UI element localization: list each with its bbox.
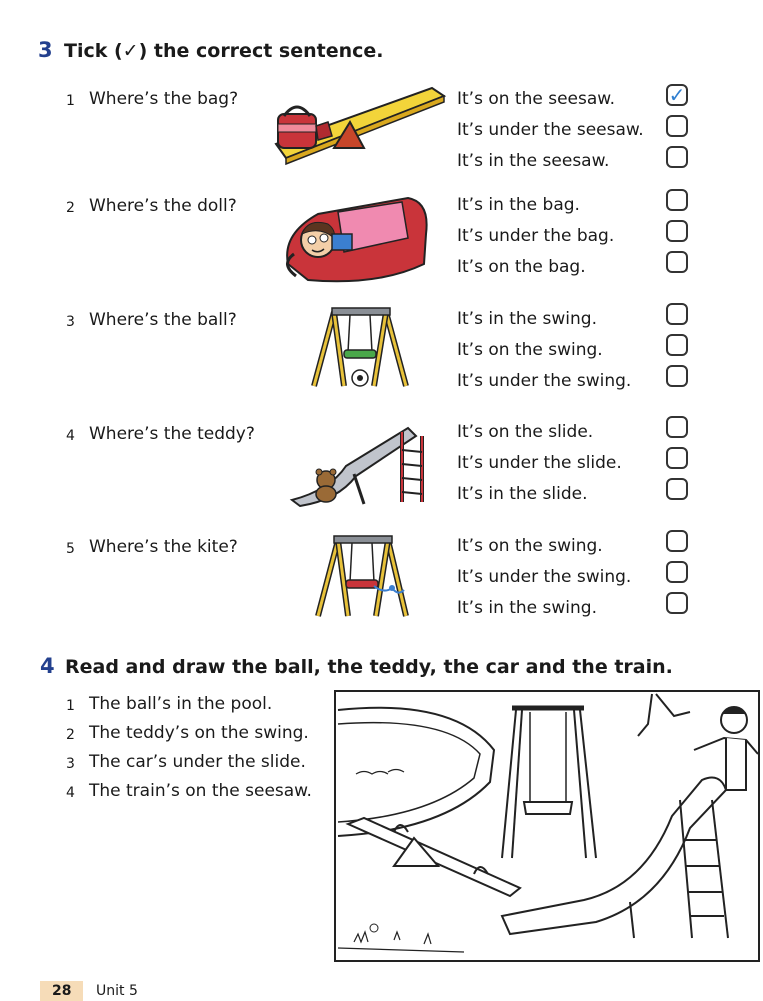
item-text: The car’s under the slide.: [89, 752, 306, 772]
tick-box[interactable]: [666, 220, 688, 242]
exercise-3-number: 3: [38, 38, 53, 62]
option-a: It’s on the seesaw.: [457, 89, 616, 109]
item-text: The train’s on the seesaw.: [89, 781, 312, 801]
tick-box[interactable]: [666, 115, 688, 137]
option-b: It’s under the bag.: [457, 226, 615, 246]
question-number: 3: [66, 314, 75, 330]
item-number: 4: [66, 785, 75, 801]
question-text: Where’s the teddy?: [89, 424, 255, 444]
option-c: It’s under the swing.: [457, 371, 632, 391]
exercise-3-title: Tick (✓) the correct sentence.: [64, 40, 384, 62]
tick-box[interactable]: ✓: [666, 84, 688, 106]
question-number: 2: [66, 200, 75, 216]
option-b: It’s under the seesaw.: [457, 120, 644, 140]
exercise-4-number: 4: [40, 654, 55, 678]
option-a: It’s on the swing.: [457, 536, 603, 556]
unit-label: Unit 5: [96, 983, 138, 999]
tick-box[interactable]: [666, 251, 688, 273]
tick-box[interactable]: [666, 530, 688, 552]
item-text: The ball’s in the pool.: [89, 694, 273, 714]
doll-in-bag-illustration: [278, 194, 433, 284]
option-c: It’s in the seesaw.: [457, 151, 610, 171]
tick-box[interactable]: [666, 146, 688, 168]
question-text: Where’s the bag?: [89, 89, 239, 109]
option-c: It’s in the swing.: [457, 598, 598, 618]
tick-box[interactable]: [666, 303, 688, 325]
playground-drawing-area[interactable]: [334, 690, 762, 964]
option-c: It’s in the slide.: [457, 484, 588, 504]
question-text: Where’s the kite?: [89, 537, 238, 557]
kite-in-swing-illustration: [312, 534, 412, 620]
tick-box[interactable]: [666, 561, 688, 583]
question-number: 4: [66, 428, 75, 444]
ball-under-swing-illustration: [308, 306, 412, 390]
option-a: It’s in the bag.: [457, 195, 580, 215]
question-number: 5: [66, 541, 75, 557]
tick-box[interactable]: [666, 334, 688, 356]
tick-box[interactable]: [666, 447, 688, 469]
tick-box[interactable]: [666, 365, 688, 387]
item-number: 3: [66, 756, 75, 772]
question-text: Where’s the ball?: [89, 310, 237, 330]
bag-on-seesaw-illustration: [272, 82, 447, 164]
option-b: It’s under the slide.: [457, 453, 622, 473]
page-number: 28: [40, 981, 83, 1001]
tick-box[interactable]: [666, 478, 688, 500]
tick-box[interactable]: [666, 416, 688, 438]
exercise-4-title: Read and draw the ball, the teddy, the car and the train.: [65, 656, 673, 678]
tick-box[interactable]: [666, 189, 688, 211]
option-b: It’s under the swing.: [457, 567, 632, 587]
item-text: The teddy’s on the swing.: [89, 723, 309, 743]
question-text: Where’s the doll?: [89, 196, 237, 216]
item-number: 1: [66, 698, 75, 714]
option-b: It’s on the swing.: [457, 340, 603, 360]
tick-box[interactable]: [666, 592, 688, 614]
question-number: 1: [66, 93, 75, 109]
option-a: It’s on the slide.: [457, 422, 594, 442]
item-number: 2: [66, 727, 75, 743]
option-a: It’s in the swing.: [457, 309, 598, 329]
teddy-on-slide-illustration: [290, 424, 430, 508]
option-c: It’s on the bag.: [457, 257, 586, 277]
